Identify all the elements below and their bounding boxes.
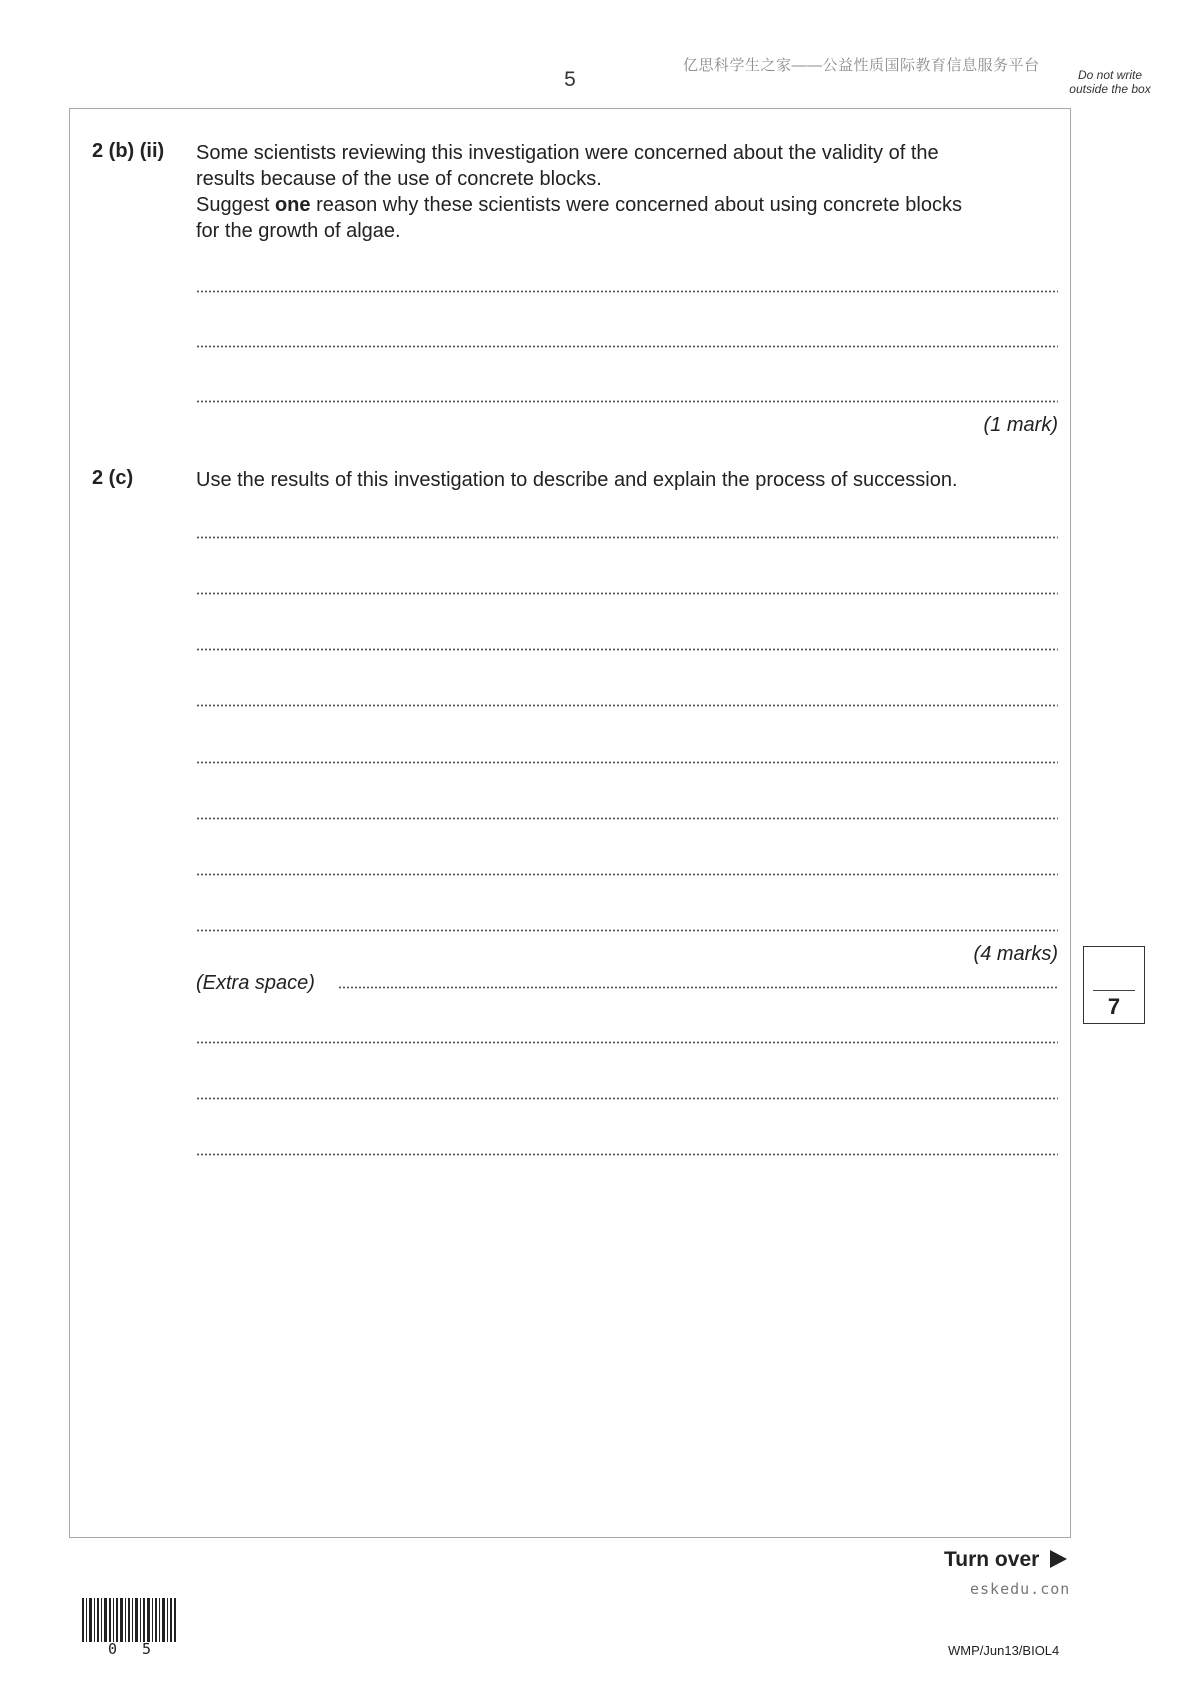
answer-line[interactable]	[196, 1153, 1058, 1156]
question-line-end: reason why these scientists were concerned about using concrete blocks	[310, 194, 962, 216]
answer-frame	[69, 108, 1071, 1538]
page-number: 5	[564, 68, 576, 91]
question-text-2c: Use the results of this investigation to describe and explain the process of succession.	[196, 469, 958, 491]
answer-line[interactable]	[196, 873, 1058, 876]
watermark-text: 亿思科学生之家——公益性质国际教育信息服务平台	[683, 57, 1040, 74]
answer-line[interactable]	[196, 290, 1058, 293]
marks-label-2c: (4 marks)	[973, 943, 1058, 965]
answer-line[interactable]	[196, 1097, 1058, 1100]
answer-line[interactable]	[196, 592, 1058, 595]
answer-line[interactable]	[196, 704, 1058, 707]
question-line	[196, 192, 1056, 218]
question-number-2bii: 2 (b) (ii)	[92, 140, 165, 162]
score-divider	[1093, 990, 1135, 991]
answer-line[interactable]	[196, 345, 1058, 348]
question-number-2c: 2 (c)	[92, 467, 134, 489]
answer-line[interactable]	[196, 929, 1058, 932]
marks-label-2bii: (1 mark)	[983, 414, 1058, 436]
score-total: 7	[1107, 994, 1121, 1019]
question-line-start: Suggest	[196, 194, 275, 216]
question-text-2bii	[196, 140, 1056, 244]
answer-line[interactable]	[196, 761, 1058, 764]
turn-over-label: Turn over	[944, 1548, 1040, 1571]
emphasis-word: one	[274, 194, 311, 216]
question-line: Some scientists reviewing this investigation were concerned about the validity of the	[196, 142, 939, 164]
barcode-digits: 0 5	[108, 1640, 160, 1658]
margin-note: Do not write outside the box	[1069, 68, 1151, 96]
barcode-icon	[82, 1598, 176, 1642]
answer-line[interactable]	[338, 986, 1058, 989]
answer-line[interactable]	[196, 817, 1058, 820]
question-line: results because of the use of concrete blocks.	[196, 168, 602, 190]
paper-code: WMP/Jun13/BIOL4	[948, 1643, 1060, 1658]
answer-line[interactable]	[196, 1041, 1058, 1044]
answer-line[interactable]	[196, 400, 1058, 403]
answer-line[interactable]	[196, 648, 1058, 651]
play-arrow-icon	[1050, 1550, 1067, 1568]
extra-space-label: (Extra space)	[196, 972, 315, 994]
site-watermark: eskedu.con	[970, 1580, 1071, 1598]
answer-line[interactable]	[196, 536, 1058, 539]
question-line: for the growth of algae.	[196, 220, 401, 242]
